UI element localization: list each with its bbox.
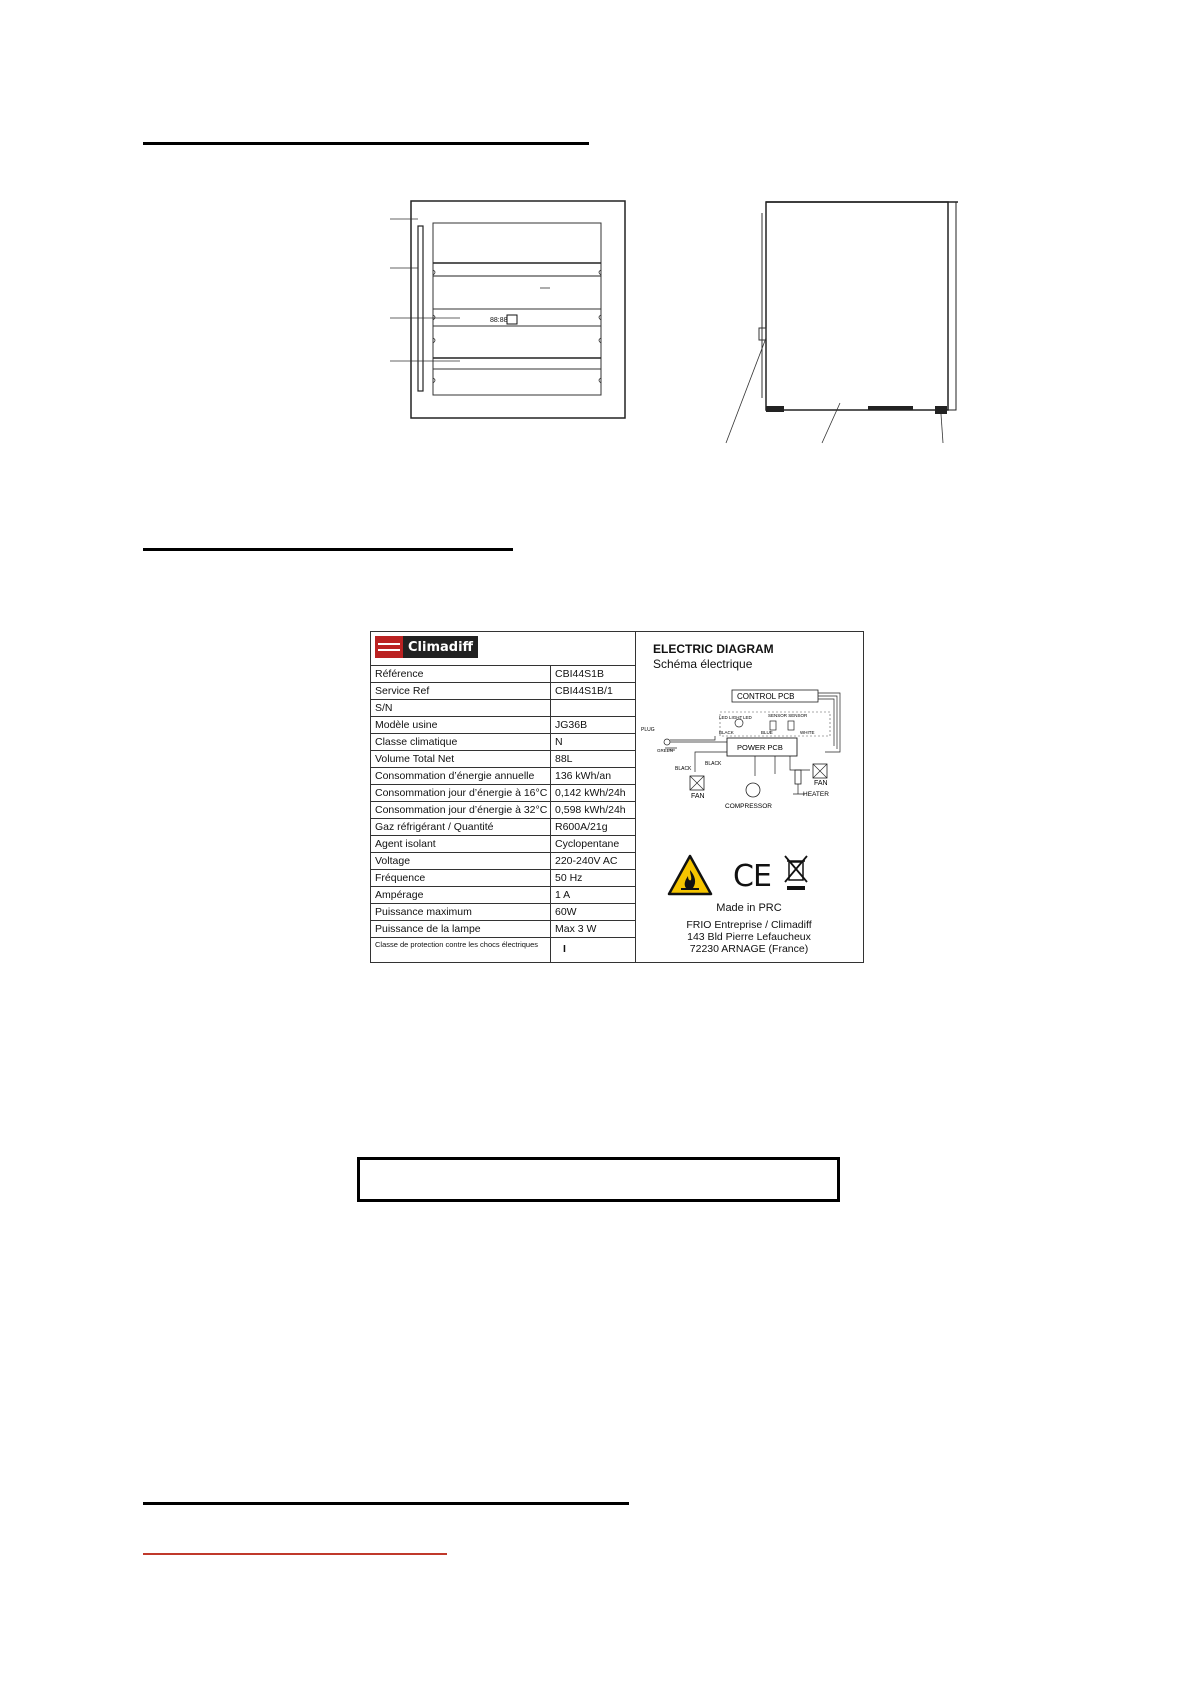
- table-row: Volume Total Net 88L: [371, 750, 635, 768]
- table-row: Modèle usine JG36B: [371, 716, 635, 734]
- ce-mark-icon: CE: [733, 859, 771, 894]
- table-row: Puissance maximum 60W: [371, 903, 635, 921]
- wire-black-label-3: BLACK: [705, 761, 722, 767]
- specification-table: [371, 632, 636, 962]
- notice-box: [357, 1157, 840, 1202]
- table-row: Consommation jour d’énergie à 32°C 0,598 kWh/24h: [371, 801, 635, 819]
- made-in-label: Made in PRC: [716, 902, 782, 914]
- table-row: Agent isolant Cyclopentane: [371, 835, 635, 853]
- address-line-3: 72230 ARNAGE (France): [689, 943, 809, 955]
- wire-blue-label: BLUE: [761, 730, 773, 735]
- table-row: Fréquence 50 Hz: [371, 869, 635, 887]
- sensor-label: SENSOR SENSOR: [768, 713, 808, 718]
- section-rule-red: [143, 1553, 447, 1555]
- address-line-2: 143 Bld Pierre Lefaucheux: [687, 931, 811, 943]
- table-row: Voltage 220-240V AC: [371, 852, 635, 870]
- wire-white-label: WHITE: [800, 730, 815, 735]
- electric-diagram-title: ELECTRIC DIAGRAM: [653, 642, 774, 656]
- section-rule-2: [143, 548, 513, 551]
- table-row: Consommation jour d’énergie à 16°C 0,142 kWh/24h: [371, 784, 635, 802]
- flammable-warning-icon: [667, 854, 713, 896]
- wire-black-label-2: BLACK: [675, 766, 692, 772]
- section-rule-3: [143, 1502, 629, 1505]
- electric-diagram-subtitle: Schéma électrique: [653, 657, 753, 671]
- table-row: Service Ref CBI44S1B/1: [371, 682, 635, 700]
- logo-text: Climadiff: [408, 639, 474, 655]
- fan-left-label: FAN: [691, 793, 705, 800]
- control-pcb-label: CONTROL PCB: [737, 692, 795, 701]
- table-row: Puissance de la lampe Max 3 W: [371, 920, 635, 938]
- display-readout: 88:88: [490, 317, 508, 324]
- plug-label: PLUG: [641, 727, 655, 733]
- table-row: Consommation d’énergie annuelle 136 kWh/an: [371, 767, 635, 785]
- climadiff-logo: [375, 636, 478, 658]
- table-row: Gaz réfrigérant / Quantité R600A/21g: [371, 818, 635, 836]
- table-row: Classe climatique N: [371, 733, 635, 751]
- front-view-diagram: [390, 198, 630, 423]
- power-pcb-label: POWER PCB: [737, 743, 783, 752]
- compressor-label: COMPRESSOR: [725, 803, 772, 810]
- led-light-label: LED LIGHT: [719, 715, 743, 720]
- table-row: Référence CBI44S1B: [371, 665, 635, 683]
- heater-label: HEATER: [803, 791, 829, 798]
- wire-green-label: GREEN: [657, 748, 674, 753]
- fan-right-label: FAN: [814, 780, 828, 787]
- electric-diagram-panel: [635, 632, 863, 962]
- wiring-diagram: [635, 672, 863, 822]
- led-label: LED: [743, 715, 752, 720]
- rating-plate: [370, 631, 864, 963]
- weee-bin-icon: [783, 854, 809, 892]
- logo-icon: [375, 636, 403, 658]
- table-row: Ampérage 1 A: [371, 886, 635, 904]
- address-line-1: FRIO Entreprise / Climadiff: [686, 919, 812, 931]
- section-rule-1: [143, 142, 589, 145]
- table-row: S/N: [371, 699, 635, 717]
- table-row: Classe de protection contre les chocs électriques I: [371, 937, 635, 963]
- wire-black-label: BLACK: [719, 730, 734, 735]
- side-view-diagram: [710, 198, 960, 448]
